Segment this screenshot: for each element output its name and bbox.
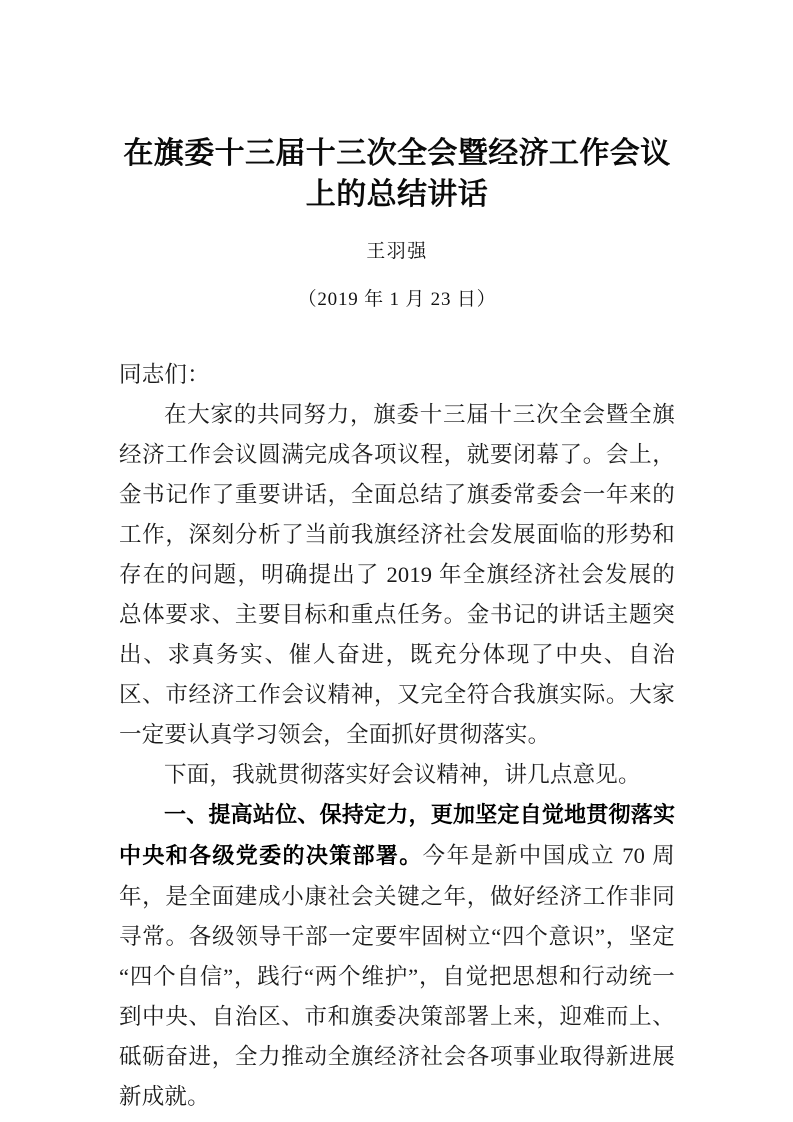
document-date: （2019 年 1 月 23 日）	[297, 289, 497, 310]
section-1-heading: 一、提高站位、保持定力，更加坚定自觉地贯彻落实中央和各级党委的决策部署。	[119, 803, 675, 869]
body-paragraph-2: 下面，我就贯彻落实好会议精神，讲几点意见。	[164, 762, 641, 787]
salutation: 同志们：	[119, 362, 210, 387]
page-title: 在旗委十三届十三次全会暨经济工作会议上的总结讲话	[123, 136, 671, 212]
document-body	[119, 313, 675, 1117]
section-1-text: 今年是新中国成立 70 周年，是全面建成小康社会关键之年，做好经济工作非同寻常。各级领导干部一定要牢固树立“四个意识”，坚定“四个自信”，践行“两个维护”，自觉把思想和行动统一到中央、自治区、市和旗委决策部署上来，迎难而上、砥砺奋进，全力推动全旗经济社会各项事业取得新进展新成就。	[119, 843, 675, 1109]
section-1	[119, 795, 675, 1117]
body-paragraph-1: 在大家的共同努力，旗委十三届十三次全会暨全旗经济工作会议圆满完成各项议程，就要闭幕了。会上，金书记作了重要讲话，全面总结了旗委常委会一年来的工作，深刻分析了当前我旗经济社会发展面临的形势和存在的问题，明确提出了 2019 年全旗经济社会发展的总体要求、主要目标和重点任务。金书记的讲话主题突出、求真务实、催人奋进，既充分体现了中央、自治区、市经济工作会议精神，又完全符合我旗实际。大家一定要认真学习领会，全面抓好贯彻落实。	[119, 402, 675, 747]
document-author: 王羽强	[366, 241, 428, 262]
document-content	[119, 0, 675, 1117]
